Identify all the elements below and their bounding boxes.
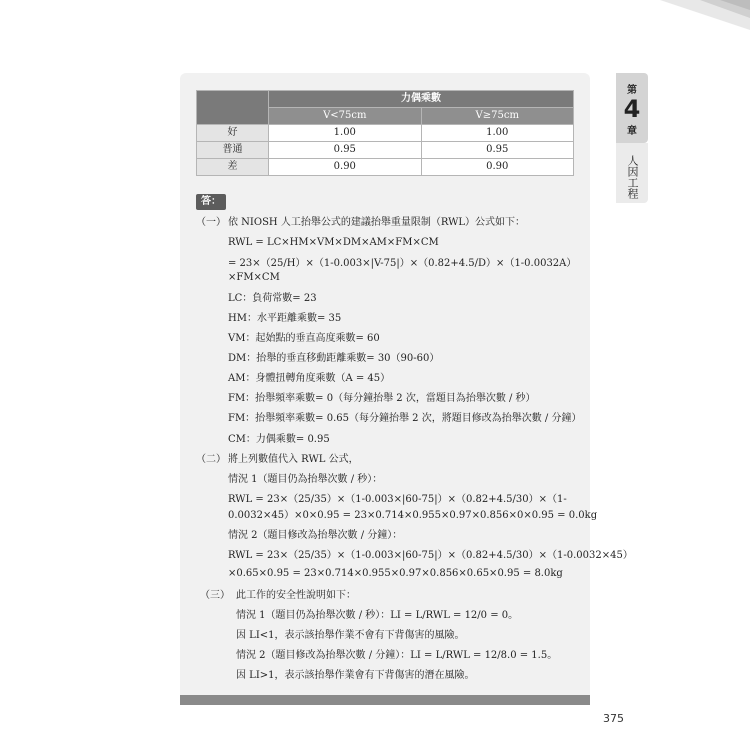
formula-expanded-cont: ×FM×CM — [228, 272, 280, 283]
chapter-suffix: 章 — [627, 126, 637, 137]
case2-formula: RWL = 23×（25/35）×（1-0.003×|60-75|）×（0.82+4.5/30）×（1-0.0032×45） — [228, 550, 633, 561]
coupling-multiplier-table — [196, 90, 574, 176]
safety-line: 因 LI<1，表示該抬舉作業不會有下背傷害的風險。 — [236, 630, 465, 641]
corner-decoration — [600, 0, 750, 30]
case2-title: 情況 2（題目修改為抬舉次數 / 分鐘）： — [228, 530, 403, 541]
case2-formula-cont: ×0.65×0.95 = 23×0.714×0.955×0.97×0.856×0.65×0.95 = 8.0kg — [228, 568, 563, 579]
definition-item: CM：力偶乘數= 0.95 — [228, 434, 330, 445]
table-row — [197, 142, 574, 159]
row-label: 差 — [197, 159, 269, 176]
table-group-header: 力偶乘數 — [269, 91, 574, 108]
definition-item: LC：負荷常數= 23 — [228, 293, 317, 304]
section3-label: （三） — [200, 590, 230, 601]
table-col-header: V<75cm — [269, 108, 421, 125]
table-cell: 1.00 — [269, 125, 421, 142]
definition-item: DM：抬舉的垂直移動距離乘數= 30（90-60） — [228, 353, 440, 364]
table-col-header: V≥75cm — [421, 108, 573, 125]
definition-item: VM：起始點的垂直高度乘數= 60 — [228, 333, 380, 344]
case1-title: 情況 1（題目仍為抬舉次數 / 秒）： — [228, 474, 383, 485]
table-cell: 0.95 — [269, 142, 421, 159]
table-cell: 0.90 — [269, 159, 421, 176]
table-corner — [197, 91, 269, 125]
table-cell: 0.90 — [421, 159, 573, 176]
section2-intro: 將上列數值代入 RWL 公式， — [228, 454, 359, 465]
panel-bottom-bar — [180, 695, 590, 705]
row-label: 好 — [197, 125, 269, 142]
table-row — [197, 125, 574, 142]
section2-label: （二） — [196, 454, 226, 465]
safety-line: 情況 1（題目仍為抬舉次數 / 秒）：LI = L/RWL = 12/0 = 0。 — [236, 610, 519, 621]
chapter-name: 人因工程 — [616, 143, 648, 203]
table-cell: 1.00 — [421, 125, 573, 142]
row-label: 普通 — [197, 142, 269, 159]
safety-line: 因 LI>1，表示該抬舉作業會有下背傷害的潛在風險。 — [236, 670, 475, 681]
table-cell: 0.95 — [421, 142, 573, 159]
case1-formula: RWL = 23×（25/35）×（1-0.003×|60-75|）×（0.82+4.5/30）×（1- — [228, 494, 567, 505]
formula-rwl: RWL = LC×HM×VM×DM×AM×FM×CM — [228, 237, 439, 248]
table-row — [197, 159, 574, 176]
definition-item: AM：身體扭轉角度乘數（A = 45） — [228, 373, 391, 384]
answer-badge: 答： — [196, 194, 226, 210]
page-number: 375 — [603, 712, 624, 725]
case1-formula-cont: 0.0032×45）×0×0.95 = 23×0.714×0.955×0.97×0.856×0×0.95 = 0.0kg — [228, 510, 598, 521]
definition-item: FM：抬舉頻率乘數= 0（每分鐘抬舉 2 次，當題目為抬舉次數 / 秒） — [228, 393, 536, 404]
safety-line: 情況 2（題目修改為抬舉次數 / 分鐘）：LI = L/RWL = 12/8.0 = 1.5。 — [236, 650, 558, 661]
section3-intro: 此工作的安全性說明如下： — [236, 590, 356, 601]
chapter-tab — [616, 73, 648, 143]
section1-intro: 依 NIOSH 人工抬舉公式的建議抬舉重量限制（RWL）公式如下： — [228, 217, 526, 228]
chapter-prefix: 第 — [627, 85, 637, 96]
definition-item: FM：抬舉頻率乘數= 0.65（每分鐘抬舉 2 次，將題目修改為抬舉次數 / 分鐘） — [228, 413, 582, 424]
section1-label: （一） — [196, 217, 226, 228]
formula-expanded: = 23×（25/H）×（1-0.003×|V-75|）×（0.82+4.5/D）×（1-0.0032A） — [228, 258, 577, 269]
definition-item: HM：水平距離乘數= 35 — [228, 313, 342, 324]
chapter-number: 4 — [623, 95, 641, 123]
